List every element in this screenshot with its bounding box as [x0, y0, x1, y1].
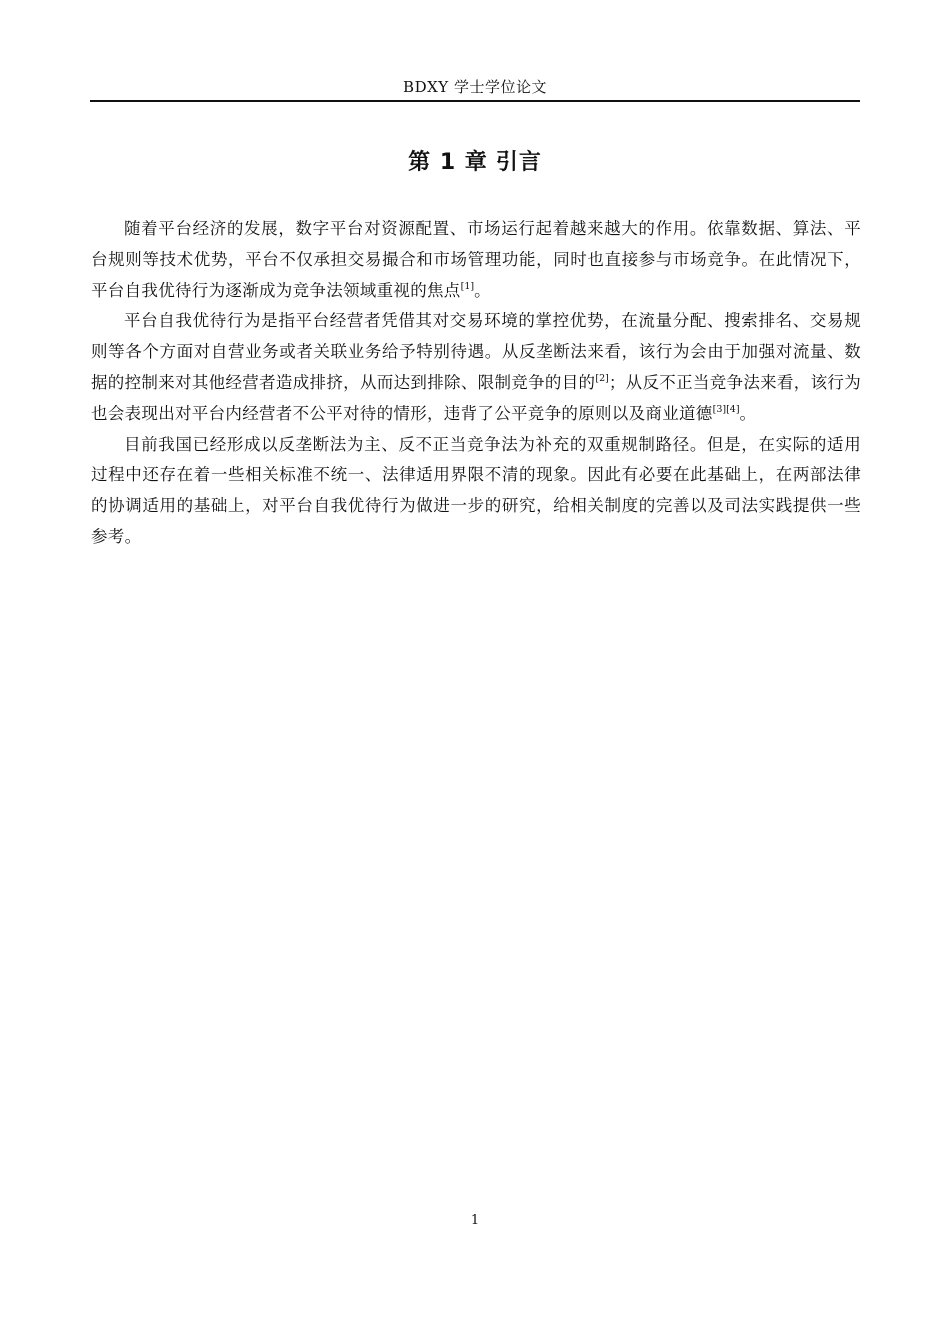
chapter-number: 第 1 章 — [408, 150, 488, 175]
paragraph-text: 目前我国已经形成以反垄断法为主、反不正当竞争法为补充的双重规制路径。但是，在实际的适用过程中还存在着一些相关标准不统一、法律适用界限不清的现象。因此有必要在此基础上，在两部法律的协调适用的基础上，对平台自我优待行为做进一步的研究，给相关制度的完善以及司法实践提供一些参考。 — [91, 434, 861, 546]
paragraph-text: ；从反不正当竞争法来看，该行为也会表现出对平台内经营者不公平对待的情形，违背了公平竞争的原则以及商业道德 — [91, 372, 862, 423]
paragraph-3 — [91, 430, 861, 553]
citation: [2] — [595, 372, 609, 384]
citation: [1] — [460, 280, 475, 292]
chapter-heading: 引言 — [495, 150, 542, 175]
paragraph-1 — [91, 214, 861, 306]
citation: [3][4] — [712, 403, 740, 415]
page-number: 1 — [470, 1213, 480, 1228]
chapter-title — [90, 147, 860, 179]
paragraph-text: 平台自我优待行为是指平台经营者凭借其对交易环境的掌控优势，在流量分配、搜索排名、交易规则等各个方面对自营业务或者关联业务给予特别待遇。从反垄断法来看，该行为会由于加强对流量、数据的控制来对其他经营者造成排挤，从而达到排除、限制竞争的目的 — [91, 311, 861, 392]
paragraph-2 — [91, 306, 861, 429]
chapter-body — [91, 214, 861, 553]
paragraph-text: 。 — [474, 280, 491, 300]
header-divider — [90, 100, 860, 102]
page-header: BDXY 学士学位论文 — [403, 78, 547, 96]
paragraph-text: 随着平台经济的发展，数字平台对资源配置、市场运行起着越来越大的作用。依靠数据、算法、平台规则等技术优势，平台不仅承担交易撮合和市场管理功能，同时也直接参与市场竞争。在此情况下，平台自我优待行为逐渐成为竞争法领域重视的焦点 — [91, 219, 861, 300]
paragraph-text: 。 — [739, 403, 757, 423]
